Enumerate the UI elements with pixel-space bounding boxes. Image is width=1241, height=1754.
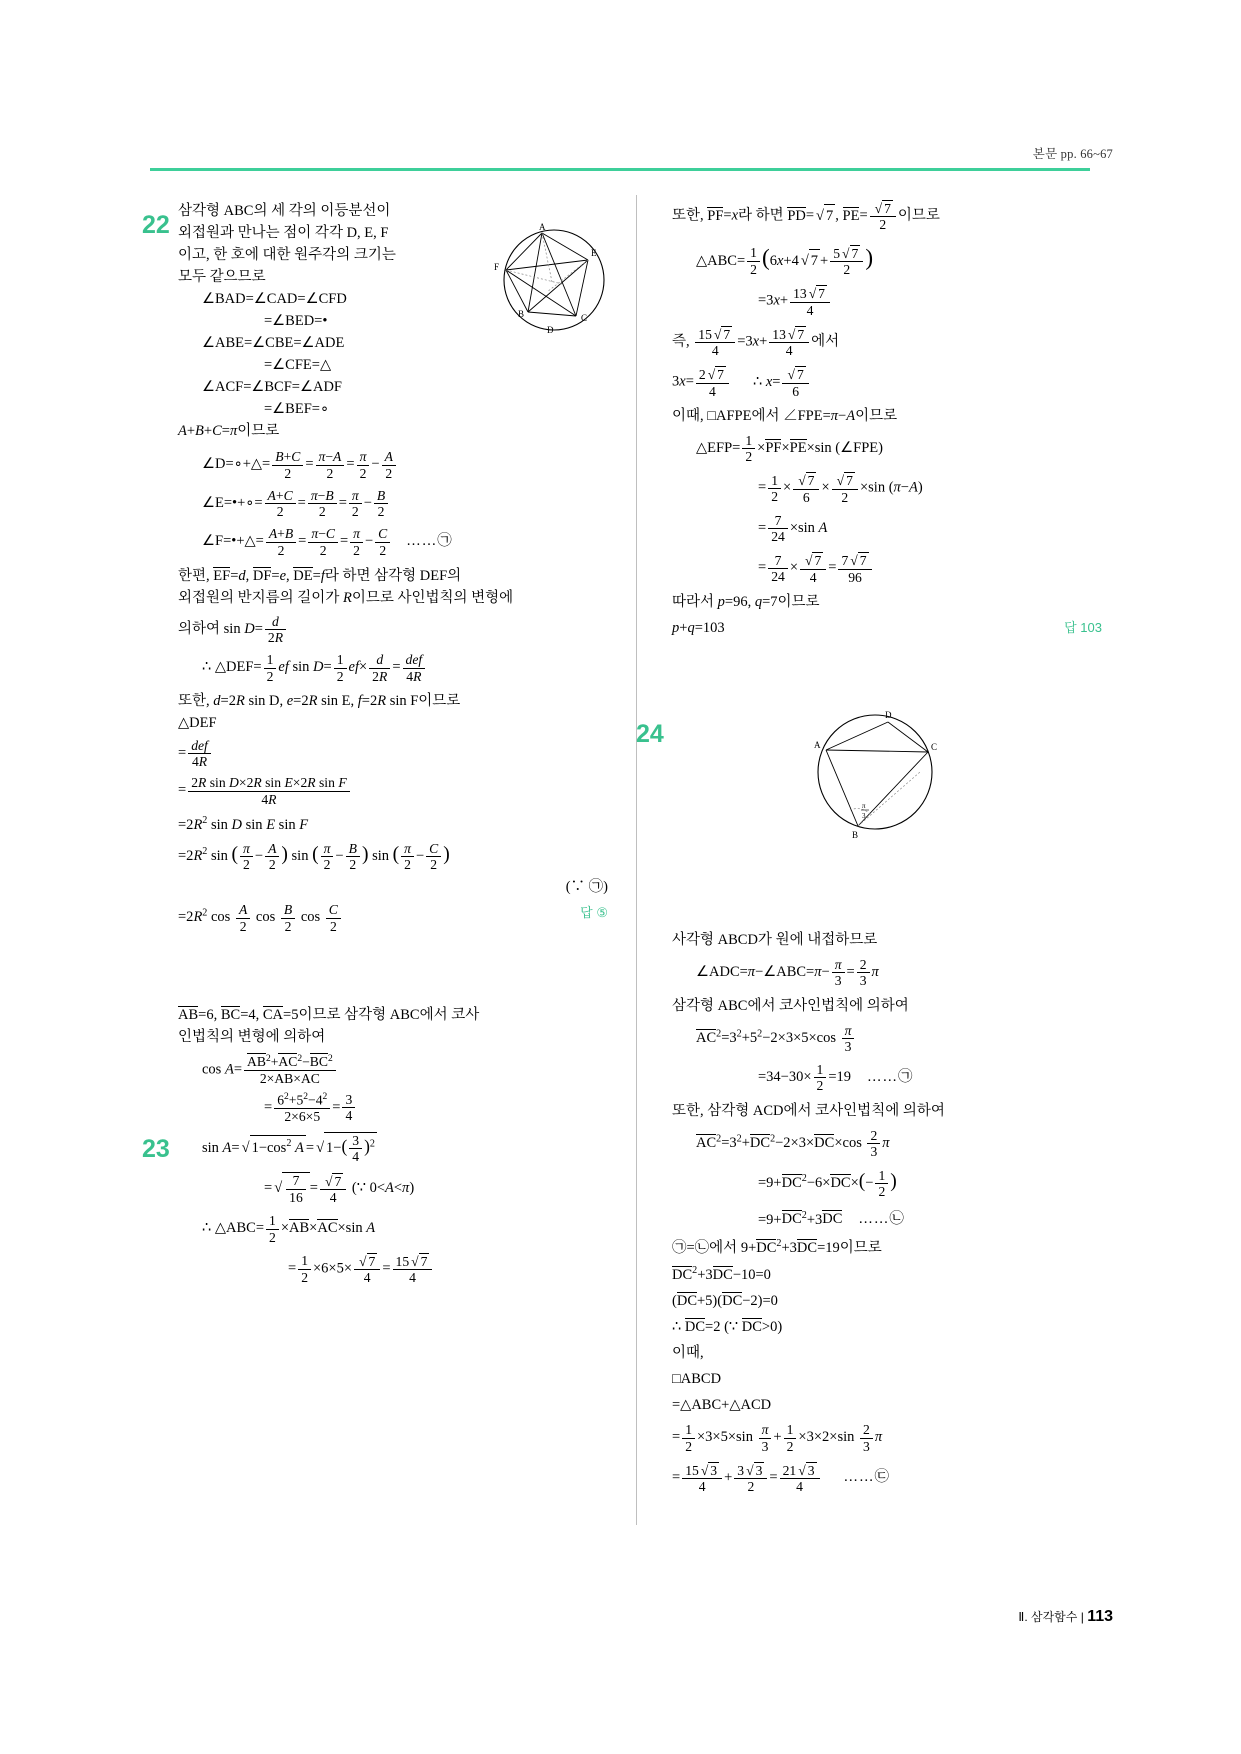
footer-chapter: Ⅱ. 삼각함수 (1018, 1610, 1078, 1624)
problem-number-23: 23 (142, 1135, 170, 1163)
header-divider (150, 168, 1090, 171)
svg-text:F: F (494, 262, 500, 272)
svg-text:E: E (591, 248, 597, 258)
solution-24-top: 또한, PF=x라 하면 PD= √ 7 , PE= $\frac{√ 7}{2}$ 이므로 △ABC= $\frac{1}{2}$ (6x+4 √ 7 + $\frac{5 √ 7}{2}$ ) =3x+ $\frac{13 √ 7}{4}$ 즉, $\frac{15 √ 7}{4}$ =3x+ $\frac{13 √ 7}{4}$ 에서 3x= $\frac{2 √ 7}{4}$ ∴ x= $\frac{√ 7}{6}$ 이때, □AFPE에서 ∠FPE=π−A이므로 △EFP= $\frac{1}{2}$ ×PF×PE×sin (∠FPE) = $\frac{1}{2}$ × $\frac{√ 7}{6}$ × $\frac{√ 7}{2}$ ×sin (π−A) = $\frac{7}{24}$ ×sin A = $\frac{7}{24}$ × $\frac{√ 7}{4}$ = $\frac{7 √ 7}{96}$ 따라서 p=96, q=7이므로 p+q=103 답 103 (672, 201, 1102, 636)
svg-text:D: D (547, 325, 554, 335)
svg-text:3: 3 (862, 812, 866, 820)
svg-text:D: D (885, 710, 892, 720)
solution-24-bottom: 사각형 ABCD가 원에 내접하므로 ∠ADC=π−∠ABC=π− $\frac{\pi}{3}$ = $\frac{2}{3}$ π 삼각형 ABC에서 코사인법칙에 의하여 $AC^2=3^2+5^2-2\times 3\times 5\times\cos$ $\frac{\pi}{3}$ =34−30× $\frac{1}{2}$ =19 ……㉠ 또한, 삼각형 ACD에서 코사인법칙에 의하여 $AC^2=3^2+DC^2-2\times 3\times DC\times\cos$ $\frac{2}{3}$ π $=9+DC^2-6\times DC\times(-$ $\frac{1}{2}$ ) $=9+DC^2+3DC$ ……㉡ ㉠=㉡에서 $9+DC^2+3DC=19$이므로 $DC^2+3DC-10=0$ (DC+5)(DC−2)=0 ∴ DC=2 (∵ DC>0) 이때, □ABCD =△ABC+△ACD = $\frac{1}{2}$ ×3×5×sin $\frac{\pi}{3}$ + $\frac{1}{2}$ ×3×2×sin $\frac{2}{3}$ π = $\frac{15 √ 3}{4}$ + $\frac{3 √ 3}{2}$ = $\frac{21 √ 3}{4}$ ……㉢ (672, 932, 945, 1495)
header-source-note: 본문 pp. 66~67 (1032, 147, 1113, 161)
answer-label-22: 답 (580, 905, 593, 921)
figure-22 (492, 222, 622, 347)
svg-text:C: C (581, 313, 588, 323)
problem-number-24: 24 (636, 720, 664, 748)
answer-value-24: 103 (1080, 619, 1102, 635)
svg-text:π: π (862, 802, 866, 810)
svg-text:A: A (814, 740, 821, 750)
problem-number-22: 22 (142, 211, 170, 239)
figure-24 (770, 710, 980, 850)
column-divider (636, 195, 637, 1525)
footer-page-number: 113 (1087, 1608, 1113, 1625)
solution-23: AB=6, BC=4, CA=5이므로 삼각형 ABC에서 코사 인법칙의 변형에 의하여 cos A= $\frac{AB^2+AC^2-BC^2}{2\times AB\times AC}$ = $\frac{6^2+5^2-4^2}{2\times 6\times 5}$ = $\frac{3}{4}$ sin A= √ $1-\cos^2$ A = √ 1−( $\frac{3}{4}$ )$^2$ = √ $\frac{7}{16}$ = $\frac{√ 7}{4}$ (∵ 0<A<π) ∴ △ABC= $\frac{1}{2}$ ×AB×AC×sin A = $\frac{1}{2}$ ×6×5× $\frac{√ 7}{4}$ = $\frac{15 √ 7}{4}$ (178, 1006, 480, 1286)
svg-text:B: B (852, 830, 859, 840)
left-column (142, 200, 608, 1286)
answer-label-24: 답 (1064, 619, 1077, 635)
svg-text:B: B (518, 309, 525, 319)
svg-text:C: C (931, 742, 938, 752)
footer-separator: | (1080, 1610, 1084, 1624)
page-footer (1018, 1608, 1113, 1626)
solution-22: 삼각형 ABC의 세 각의 이등분선이 외접원과 만나는 점이 각각 D, E, F 이고, 한 호에 대한 원주각의 크기는 모두 같으므로 ∠BAD=∠CAD=∠CFD =∠BED=• ∠ABE=∠CBE=∠ADE =∠CFE=△ ∠ACF=∠BCF=∠ADF =∠BEF=∘ A+B+C=π이므로 ∠D=∘+△= $\frac{B+C}{2}$ = $\frac{\pi-A}{2}$ = $\frac{\pi}{2}$ − $\frac{A}{2}$ ∠E=•+∘= $\frac{A+C}{2}$ = $\frac{\pi-B}{2}$ = $\frac{\pi}{2}$ − $\frac{B}{2}$ ∠F=•+△= $\frac{A+B}{2}$ = $\frac{\pi-C}{2}$ = $\frac{\pi}{2}$ − $\frac{C}{2}$ ……㉠ 한편, EF=d, DF=e, DE=f라 하면 삼각형 DEF의 외접원의 반지름의 길이가 R이므로 사인법칙의 변형에 의하여 sin D= $\frac{d}{2R}$ ∴ △DEF= $\frac{1}{2}$ ef sin D= $\frac{1}{2}$ ef× $\frac{d}{2R}$ = $\frac{\text{def}}{4R}$ 또한, d=2R sin D, e=2R sin E, f=2R sin F이므로 △DEF = $\frac{\text{def}}{4R}$ = $\frac{\text{2R sin D×2R sin E×2R sin F}}{4R}$ $=2R^2$ sin D sin E sin F $=2R^2$ sin ( $\frac{\pi}{2}$ − $\frac{A}{2}$ ) sin ( $\frac{\pi}{2}$ − $\frac{B}{2}$ ) sin ( $\frac{\pi}{2}$ − $\frac{C}{2}$ ) (∵ ㉠) $=2R^2$ cos $\frac{A}{2}$ cos $\frac{B}{2}$ cos $\frac{C}{2}$ 답 ⑤ (178, 203, 608, 934)
answer-value-22: ⑤ (596, 905, 608, 921)
svg-text:A: A (539, 222, 546, 232)
